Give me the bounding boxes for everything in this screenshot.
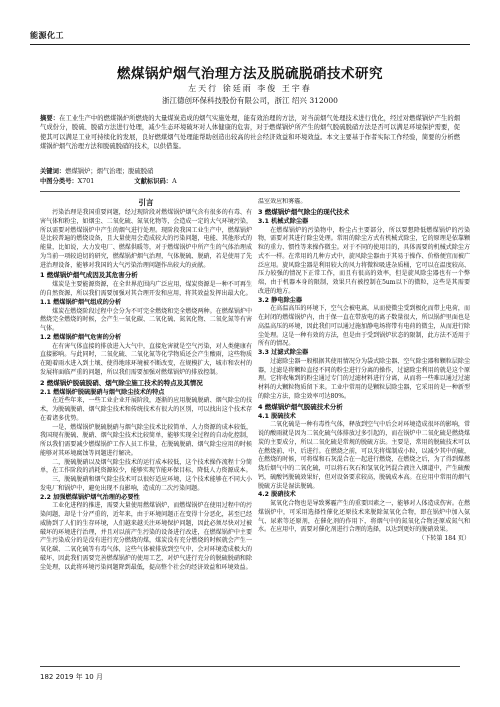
journal-name: 能源化工: [30, 31, 64, 40]
section-3-2-heading: 3.2 静电除尘器: [258, 296, 303, 304]
page-footer: 182 2019 年 10 月: [40, 673, 103, 681]
keywords-text: 燃煤锅炉；烟气治理；脱硫脱硝: [65, 168, 154, 175]
section-2-2-heading: 2.2 加强燃煤锅炉烟气治理的必要性: [40, 493, 140, 501]
footer-rule: [40, 666, 460, 667]
section-3-2-paragraph: 在高温高压的环境下，空气会被电离，从而使微尘受到极化而带上电荷，而在封闭的燃煤锅炉内，由于保一直在带放电的离子数量很大，所以锅炉里面也是高温高压的环境，因此我们可以通过施加静电场将带有电荷的微尘，从而进行除尘处理。这是一种有效的方法，但是由于受到锅炉状态的限制，此方法不适用于所有的情况。: [258, 305, 470, 348]
page-title: 燃煤锅炉烟气治理方法及脱硫脱硝技术研究: [117, 66, 383, 82]
section-2-1-paragraph-3: 二，脱硫脱硝以及烟气除尘技术的运行成本较低，这个技术操作流程十分简单，在工作阶段的消耗资源较少，能够实现节能环保目标，降低人力资源成本。: [40, 458, 252, 475]
section-2-1-paragraph-4: 三，脱硫脱硝和烟气除尘技术可以很好适应环境，这个技术能够在不同大小发电厂和锅炉中，避免出现不良影响，造成的二次污染问题。: [40, 476, 252, 492]
section-3-3-paragraph: 过滤除尘器一般根据其使用情况分为袋式除尘器、空气除尘器和颗粒层除尘器，过滤是将颗粒直径不同的粉尘进行分离的操作，过滤除尘利用的就是这个原理。它将收集到的粉尘通过专门的过滤材料进行分离，从而将一些难以通过过滤材料的大颗粒物质留下来。工业中常用的是颗粒层除尘器，它采用的是一种新型的除尘方法，除尘效率可达80%。: [258, 357, 470, 400]
abstract-rule: [40, 191, 460, 192]
section-1-1-paragraph: 煤炭在燃烧阶段过程中会分为不可完全燃烧和完全燃烧两种。在燃煤锅炉中燃烧完全燃烧的时候，会产生一氧化碳、二氧化硫、氮氧化物、二氧化氮等有害气体。: [40, 307, 252, 332]
section-3-1-paragraph: 在燃煤锅炉的污染物中，粉尘占主要部分，所以要想降低燃煤锅炉的污染物，需要对其进行除尘处理。常用的除尘方式有机械式除尘，它的原理是依靠颗粒的重力、惯性等来操作微尘。对于不同的使用目的，具体需要的机械式除尘方式不一样。在常用的几种方式中，旋风除尘器由于其易于操作、价格便宜而被广泛应用。旋风除尘器是利用较大的风力将微粒吸进杂质桶，它可以在温度较高、压力较强的情况下正常工作，而且有很高的效率，但是旋风除尘器也有一个弊端，由于机器本身的限制，效果只有被控制在5um以下的微粒，这些是其需要改进的地方。: [258, 226, 470, 295]
section-4-1-paragraph: 二氧化硫是一种有毒性气体，释放到空气中后会对环境造成很坏的影响，常说的酸雨就是因为二氧化硫气体排放过多引起的，而在锅炉中二氧化硫是燃烧煤炭的主要成分，所以二氧化硫是常规的脱硫方法。主要是，常用的脱硫技术可以在燃烧前、中、后进行。在燃烧之前，可以先将煤制成小粒，以减少其中的硫，在燃烧的时候，可将煤和石灰混合在一起进行燃烧，在燃烧之后，为了得到煤燃烧后烟气中的二氧化硫，可以将石灰石和氢氧化钙混合液注入烟道中，产生硫酸钙，硫酸钙脱硫效果好，但对设备要求较高，脱硫成本高。在应用中常用的烟气脱硫方法是湿法脱硫。: [258, 421, 470, 490]
section-2-1-heading: 2.1 燃煤锅炉脱硫脱硝与烟气除尘技术的特点: [40, 388, 165, 396]
section-4-1-heading: 4.1 脱硫技术: [258, 412, 296, 420]
intro-heading: 引言: [138, 198, 154, 207]
abstract-text: 在工业生产中的燃煤锅炉所燃烧的大量煤炭造成的烟气实施处理，能有效治理的方法，对当前烟气处理技术进行优化，经过对燃煤锅炉产生的烟气成份分，脱硫、脱硝方法进行处理，减少生态环境破坏对人体健康的危害，对于燃煤锅炉所产生的烟气脱硫脱硝方法是否可以满足环境保护需要，促使其可以满足工业可持续化的发展，良好燃煤烟气处理能帮助创造出较高的社会经济效益和环境效益。本文主要基于作者实际工作经验，简要的分析燃煤锅炉烟气治理方法和脱硫脱硝的技术，以供借鉴。: [40, 115, 461, 151]
section-4-heading: 4 燃煤锅炉烟气脱硫技术分析: [258, 402, 343, 411]
abstract: [40, 114, 460, 152]
clc-text: X701: [77, 178, 95, 185]
section-1-paragraph: 煤炭是主要能源资源，在全世界范围内广泛应用，煤炭资源是一种不可再生的自然资源，所以我们需要加强对其合理开发和应用，将其效益发挥出最大化。: [40, 281, 252, 297]
continued-note: （下转第 184 页）: [418, 535, 470, 542]
left-column: [40, 198, 252, 648]
section-2-heading: 2 燃煤锅炉脱硫脱硝、烟气除尘施工技术的特点及其情况: [40, 378, 203, 387]
clc-label: 中图分类号：: [40, 178, 78, 185]
right-column: [258, 198, 470, 648]
section-2-1-paragraph-2: 一是，燃煤锅炉脱硫脱硝与烟气除尘技术比较简单、人力资源的成本较低，我国现有脱硫、脱硝、烟气除尘技术比较简单，能够实现全过程的自动化控制，所以我们需要减少燃煤锅炉工作人员工作量，在脱硫脱硝、烟气除尘应用的时候能够对其环境腐蚀等问题进行解决。: [40, 423, 252, 457]
affiliation: 浙江德创环保科技股份有限公司，浙江 绍兴 312000: [162, 96, 338, 105]
doc-code-text: A: [172, 178, 177, 185]
section-3-3-heading: 3.3 过滤式除尘器: [258, 349, 309, 356]
section-2-2-paragraph: 工业化进程的推进，需要大量使用燃煤锅炉，而燃煤锅炉在使用过程中的污染问题，却是十分严重的，近年来，由于环境问题正在变得十分恶化，甚至已经威胁到了人们的生存环境，人们越来越关注环境保护问题，因此必须尽快对过被破坏的环境进行治理，并且对以前产生污染的设备进行改进，在燃煤锅炉中主要产生污染成分的是没有进行充分燃烧的煤，煤炭没有充分燃烧的时候就会产生一氧化碳、二氧化硫等有毒气体，这些气体被排放到空气中，会对环境造成极大的破坏，因此我们需要完善燃煤锅炉的使用工艺，对炉气进行充分的脱硫脱硝和除尘处理，以此将环境污染问题降到最低，提高整个社会的经济效益和环境效益。: [40, 502, 252, 571]
section-3-heading: 3 燃煤锅炉烟气除尘的现代技术: [258, 207, 350, 216]
section-4-2-heading: 4.2 脱硝技术: [258, 491, 296, 499]
intro-paragraph: 污染治理是我国重要问题，经过现阶段对燃煤锅炉烟气含有很多的有毒、有害气体和粉尘，如烟尘、二氧化硫、氮氧化物等，会造成一定的大气环境污染，所以需要对燃煤锅炉中产生的烟气进行处理。现阶段我国工业生产中，燃煤锅炉是比较普遍的燃烧设备，且大量使用会造成较大的污染问题，电能、其他形式的能量，比如说，大力发电厂、燃煤供暖等，对于燃煤锅炉中所产生的气体治理成为当前一项较迫切的研究，燃煤锅炉烟气治理，气体脱硫、脱硝，若是使用了先进治理设备，能够对我国的大气污染治理问题作出较大的贡献。: [40, 209, 252, 269]
keywords-label: 关键词：: [40, 168, 66, 175]
section-1-2-heading: 1.2 燃煤锅炉烟气危害的分析: [40, 333, 122, 341]
section-1-heading: 1 燃煤锅炉烟气成因及其危害分析: [40, 271, 138, 280]
abstract-label: 摘要：: [40, 115, 60, 122]
keywords: [40, 167, 460, 176]
classification: [40, 177, 460, 186]
section-3-1-heading: 3.1 机械式除尘器: [258, 217, 309, 225]
carryover-paragraph: 温室效应和雾霾。: [258, 198, 307, 205]
section-2-1-paragraph-1: 在近些年来，一些工业企业开展阶段，逐渐的应用脱硫脱硝、烟气除尘的技术，为脱硫脱硝、烟气除尘技术和传统技术有很大的区别，可以找出这个技术存在着诸多优势。: [40, 397, 252, 422]
authors: 左天行 徐廷雨 李俊 王宇春: [188, 84, 312, 93]
section-4-2-paragraph: 氮氧化合物也是导致雾霾产生的重要因素之一，能够对人体造成伤害。在燃煤锅炉中，可采用选择性催化还原技术来脱除氮氧化合物，即在锅炉中加入氨气、尿素等还原剂，在催化剂的作用下，将烟气中的氮氧化合物还原成氮气和水。在应用中，需要对催化剂进行合理的选择，以达到更好的脱硝效果。: [258, 500, 470, 534]
section-1-1-heading: 1.1 燃煤锅炉烟气组成的分析: [40, 298, 122, 306]
doc-code-label: 文献标识码：: [134, 178, 173, 185]
header-rule: [30, 44, 470, 45]
section-1-2-paragraph: 在有害气体直接的排放进入大气中，直接危害就是空气污染，对人类健康有直接影响。与此同时，二氧化硫、二氧化氮等化学物质还会产生酸雨，这些物质在随着雨水进入到土壤、使得地球环境被不断改变，在规模扩大，城市和农村的发展将面临严重的问题，所以我们需要加强对燃煤锅炉的排放控制。: [40, 342, 252, 376]
